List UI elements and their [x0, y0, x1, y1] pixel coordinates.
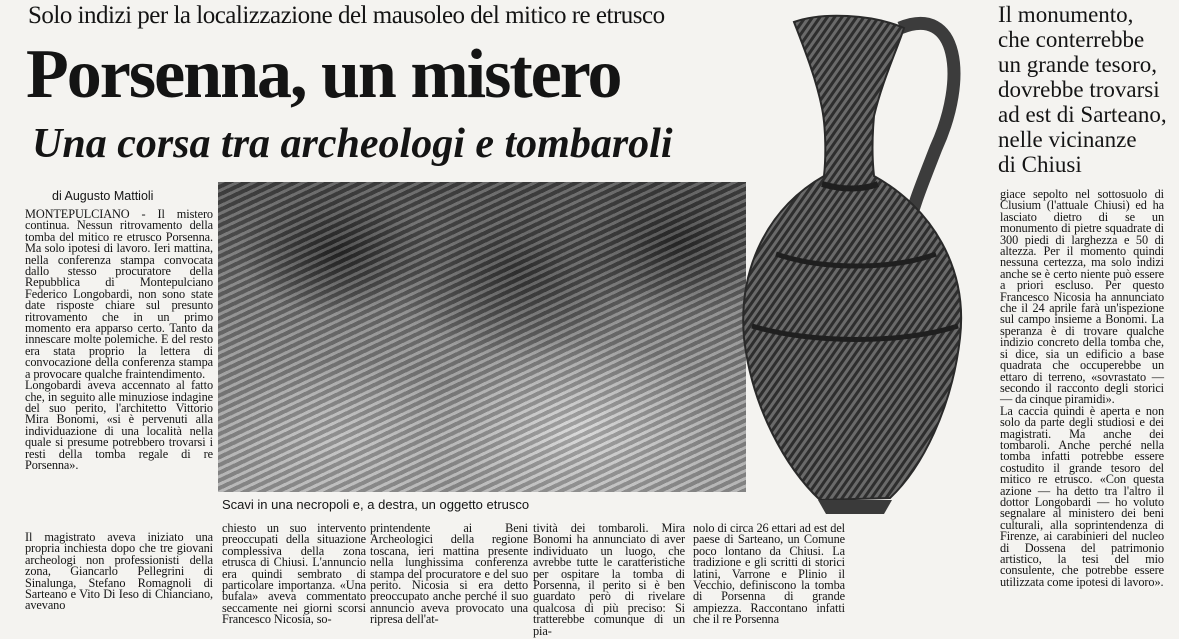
sidebar-quote: Il monumento, che conterrebbe un grande tesoro, dovrebbe trovarsi ad est di Sarteano, nelle vicinanze di Chiusi [998, 2, 1167, 177]
article-column-1-bottom: Il magistrato aveva iniziato una propria inchiesta dopo che tre giovani archeologi non professionisti della zona, Giancarlo Pellegrini di Sinalunga, Stefano Romagnoli di Sarteano e Vito Di Ieso di Chianciano, avevano [25, 530, 213, 613]
etruscan-jug-image [722, 8, 978, 518]
article-headline: Porsenna, un mistero [26, 36, 621, 113]
photo-caption: Scavi in una necropoli e, a destra, un oggetto etrusco [222, 497, 530, 512]
excavation-photo [218, 182, 746, 492]
byline: di Augusto Mattioli [52, 189, 154, 203]
article-column-4: tività dei tombaroli. Mira Bonomi ha annunciato di aver individuato un luogo, che avrebbe tutte le caratteristiche per ospitare la tomba di Porsenna, il perito si è ben guardato però di rivelare qualcosa di più preciso: Si tratterebbe comunque di un pia- [533, 521, 685, 638]
article-column-6: giace sepolto nel sottosuolo di Clusium (l'attuale Chiusi) ed ha lasciato dietro di se un monumento di pietre squadrate di 300 piedi di larghezza e 50 di altezza. Per il momento quindi nessuna certezza, ma solo indizi anche se è certo niente può essere a priori escluso. Per questo Francesco Nicosia ha annunciato che il 24 aprile farà un'ispezione sul campo insieme a Bonomi. La speranza è di trovare qualche indizio concreto della tomba che, si dice, sia un edificio a base quadrata che occuperebbe un ettaro di terreno, «sovrastato — secondo il racconto degli storici — da cinque piramidi». La caccia quindi è aperta e non solo da parte degli studiosi e dei magistrati. Ma anche dei tombaroli. Anche perché nella tomba infatti potrebbe essere costudito il grande tesoro del mitico re etrusco. «Con questa azione — ha detto tra l'altro il dottor Longobardi — ho voluto segnalare al ministero dei beni culturali, alla soprintendenza di Firenze, ai carabinieri del nucleo di Dossena del patrimonio artistico, la tesi del mio consulente, che potrebbe essere utilizzata come ipotesi di lavoro». [1000, 187, 1164, 589]
article-kicker: Solo indizi per la localizzazione del mausoleo del mitico re etrusco [28, 2, 665, 29]
article-column-5: nolo di circa 26 ettari ad est del paese di Sarteano, un Comune poco lontano da Chiusi. La tradizione e gli scritti di storici latini, Varrone e Plinio il Vecchio, definiscono la tomba di Porsenna di grande ampiezza. Raccontano infatti che il re Porsenna [693, 521, 845, 627]
article-column-1-top: MONTEPULCIANO - Il mistero continua. Nessun ritrovamento della tomba del mitico re etrusco Porsenna. Ma solo ipotesi di lavoro. Ieri mattina, nella conferenza stampa convocata dallo stesso procuratore della Repubblica di Montepulciano Federico Longobardi, non sono state date risposte chiare sul presunto ritrovamento che in un primo momento era apparso certo. Tanto da innescare molte polemiche. E del resto era stata proprio la lettera di convocazione della conferenza stampa a provocare qualche fraintendimento. Longobardi aveva accennato al fatto che, in seguito alle minuziose indagine del suo perito, l'architetto Vittorio Mira Bonomi, «si è pervenuti alla individuazione di una località nella quale si presume potrebbero trovarsi i resti della tomba regale di re Porsenna». [25, 207, 213, 472]
article-column-2: chiesto un suo intervento preoccupati della situazione complessiva della zona etrusca di Chiusi. L'annuncio era quindi sembrato di particolare importanza. «Una bufala» aveva commentato seccamente nei giorni scorsi Francesco Nicosia, so- [222, 521, 366, 627]
article-column-3: printendente ai Beni Archeologici della regione toscana, ieri mattina presente nella lunghissima conferenza stampa del procuratore e del suo perito. Nicosia si era detto preoccupato anche perché il suo annuncio aveva provocato una ripresa dell'at- [370, 521, 528, 627]
article-subheadline: Una corsa tra archeologi e tombaroli [32, 121, 673, 167]
